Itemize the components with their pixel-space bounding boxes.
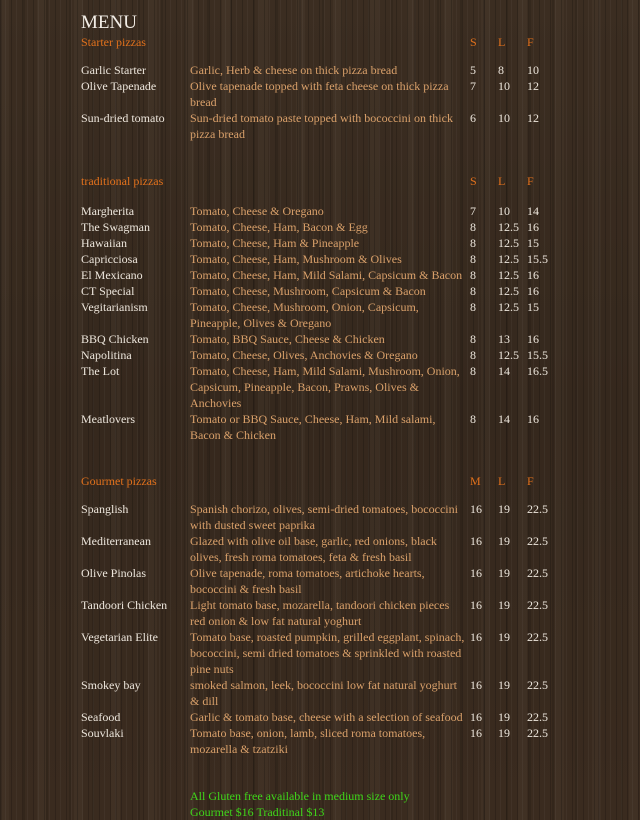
menu-item [0, 725, 640, 757]
gluten-free-note-line2: Gourmet $16 Traditinal $13 [190, 805, 325, 819]
item-price-large: 12.5 [498, 300, 519, 314]
item-price-family: 16 [527, 284, 539, 298]
item-description: Tomato, Cheese, Ham, Mild Salami, Capsicum & Bacon [190, 268, 463, 282]
section-gourmet-pizzas [0, 473, 640, 757]
item-name: Meatlovers [81, 412, 135, 426]
menu-item [0, 597, 640, 629]
item-description: Tomato, Cheese, Ham, Mild Salami, Mushroom, Onion, Capsicum, Pineapple, Bacon, Prawns, Olives & Anchovies [190, 364, 460, 410]
item-price-small: 8 [470, 236, 476, 250]
item-price-medium: 16 [470, 710, 482, 724]
item-name: BBQ Chicken [81, 332, 149, 346]
item-name: Napolitina [81, 348, 132, 362]
size-header-family: F [527, 174, 534, 188]
item-price-medium: 16 [470, 598, 482, 612]
item-price-medium: 16 [470, 502, 482, 516]
item-price-large: 14 [498, 364, 510, 378]
item-description: Tomato base, onion, lamb, sliced roma tomatoes, mozarella & tzatziki [190, 726, 426, 756]
size-header-large: L [498, 174, 506, 188]
item-price-small: 8 [470, 220, 476, 234]
item-description: Sun-dried tomato paste topped with bococcini on thick pizza bread [190, 111, 453, 141]
item-price-small: 8 [470, 364, 476, 378]
menu-item [0, 78, 640, 110]
menu-item [0, 677, 640, 709]
item-price-family: 15.5 [527, 348, 548, 362]
item-price-family: 12 [527, 79, 539, 93]
gluten-free-note-line1: All Gluten free available in medium size only [190, 789, 410, 803]
item-price-family: 22.5 [527, 630, 548, 644]
item-price-family: 16 [527, 332, 539, 346]
item-name: Sun-dried tomato [81, 111, 165, 125]
menu-item [0, 203, 640, 219]
item-description: Tomato or BBQ Sauce, Cheese, Ham, Mild salami, Bacon & Chicken [190, 412, 436, 442]
item-description: Tomato, Cheese, Ham & Pineapple [190, 236, 360, 250]
item-name: Souvlaki [81, 726, 124, 740]
item-description: Olive tapenade topped with feta cheese on thick pizza bread [190, 79, 449, 109]
item-price-small: 8 [470, 348, 476, 362]
item-price-large: 19 [498, 598, 510, 612]
size-header-family: F [527, 474, 534, 488]
item-description: Tomato base, roasted pumpkin, grilled eggplant, spinach, bococcini, semi dried tomatoes & sprinkled with roasted pine nuts [190, 630, 465, 676]
item-description: Tomato, Cheese, Mushroom, Capsicum & Bacon [190, 284, 426, 298]
item-price-large: 12.5 [498, 220, 519, 234]
item-price-large: 12.5 [498, 252, 519, 266]
section-header [0, 473, 640, 489]
item-name: Olive Pinolas [81, 566, 146, 580]
item-price-large: 12.5 [498, 348, 519, 362]
item-price-small: 5 [470, 63, 476, 77]
item-price-family: 15 [527, 236, 539, 250]
item-price-medium: 16 [470, 678, 482, 692]
item-price-medium: 16 [470, 630, 482, 644]
size-header-large: L [498, 474, 506, 488]
menu-item [0, 363, 640, 411]
item-description: Tomato, Cheese, Mushroom, Onion, Capsicum, Pineapple, Olives & Oregano [190, 300, 419, 330]
item-price-large: 8 [498, 63, 504, 77]
item-price-large: 13 [498, 332, 510, 346]
size-header-family: F [527, 35, 534, 49]
item-price-small: 7 [470, 79, 476, 93]
size-header-large: L [498, 35, 506, 49]
item-list [0, 203, 640, 443]
item-price-family: 22.5 [527, 502, 548, 516]
menu-item [0, 110, 640, 142]
menu-title: MENU [81, 12, 137, 33]
item-name: The Swagman [81, 220, 150, 234]
menu-item [0, 62, 640, 78]
item-price-small: 6 [470, 111, 476, 125]
item-name: Garlic Starter [81, 63, 146, 77]
item-price-large: 10 [498, 111, 510, 125]
item-name: Seafood [81, 710, 121, 724]
item-price-family: 12 [527, 111, 539, 125]
section-title: traditional pizzas [81, 174, 164, 188]
size-header-small: S [470, 35, 477, 49]
item-price-large: 19 [498, 502, 510, 516]
item-price-family: 16 [527, 268, 539, 282]
item-description: Light tomato base, mozarella, tandoori chicken pieces red onion & low fat natural yoghurt [190, 598, 450, 628]
item-price-small: 8 [470, 284, 476, 298]
item-price-family: 14 [527, 204, 539, 218]
item-price-family: 16 [527, 412, 539, 426]
menu-item [0, 629, 640, 677]
item-price-medium: 16 [470, 566, 482, 580]
item-name: Vegetarian Elite [81, 630, 158, 644]
item-name: Tandoori Chicken [81, 598, 168, 612]
item-price-large: 19 [498, 534, 510, 548]
item-name: Hawaiian [81, 236, 127, 250]
item-description: smoked salmon, leek, bococcini low fat natural yoghurt & dill [190, 678, 457, 708]
item-name: Mediterranean [81, 534, 151, 548]
item-price-medium: 16 [470, 534, 482, 548]
item-price-family: 15.5 [527, 252, 548, 266]
item-name: CT Special [81, 284, 135, 298]
item-description: Garlic, Herb & cheese on thick pizza bread [190, 63, 398, 77]
item-price-family: 22.5 [527, 710, 548, 724]
item-description: Tomato, Cheese, Ham, Bacon & Egg [190, 220, 368, 234]
item-price-family: 22.5 [527, 598, 548, 612]
item-price-small: 8 [470, 268, 476, 282]
item-price-large: 12.5 [498, 284, 519, 298]
section-title: Gourmet pizzas [81, 474, 157, 488]
item-name: El Mexicano [81, 268, 143, 282]
item-price-family: 22.5 [527, 726, 548, 740]
menu-item [0, 709, 640, 725]
menu-item [0, 533, 640, 565]
item-price-large: 10 [498, 204, 510, 218]
item-price-small: 8 [470, 252, 476, 266]
item-name: Smokey bay [81, 678, 141, 692]
item-price-large: 19 [498, 630, 510, 644]
item-name: Vegitarianism [81, 300, 148, 314]
item-price-large: 14 [498, 412, 510, 426]
item-description: Spanish chorizo, olives, semi-dried tomatoes, bococcini with dusted sweet paprika [190, 502, 458, 532]
menu-item [0, 331, 640, 347]
item-name: The Lot [81, 364, 120, 378]
item-price-small: 8 [470, 300, 476, 314]
menu-item [0, 299, 640, 331]
section-starter-pizzas [0, 34, 640, 142]
gluten-free-note [190, 788, 410, 820]
section-traditional-pizzas [0, 173, 640, 443]
item-description: Garlic & tomato base, cheese with a selection of seafood [190, 710, 463, 724]
section-title: Starter pizzas [81, 35, 146, 49]
item-price-small: 8 [470, 412, 476, 426]
menu-item [0, 347, 640, 363]
size-header-medium: M [470, 474, 481, 488]
item-price-large: 10 [498, 79, 510, 93]
item-name: Capricciosa [81, 252, 138, 266]
item-price-large: 19 [498, 726, 510, 740]
item-price-small: 8 [470, 332, 476, 346]
item-price-family: 15 [527, 300, 539, 314]
item-price-large: 19 [498, 566, 510, 580]
item-description: Tomato, Cheese, Olives, Anchovies & Oregano [190, 348, 418, 362]
item-price-small: 7 [470, 204, 476, 218]
size-header-small: S [470, 174, 477, 188]
item-price-large: 19 [498, 710, 510, 724]
item-list [0, 62, 640, 142]
menu-item [0, 219, 640, 235]
menu-item [0, 267, 640, 283]
menu-item [0, 565, 640, 597]
item-price-large: 12.5 [498, 236, 519, 250]
item-price-family: 22.5 [527, 566, 548, 580]
item-price-family: 16.5 [527, 364, 548, 378]
item-price-family: 22.5 [527, 534, 548, 548]
menu-item [0, 283, 640, 299]
item-description: Olive tapenade, roma tomatoes, artichoke hearts, bococcini & fresh basil [190, 566, 425, 596]
item-description: Tomato, Cheese & Oregano [190, 204, 324, 218]
item-price-family: 16 [527, 220, 539, 234]
section-header [0, 173, 640, 189]
section-header [0, 34, 640, 50]
item-description: Tomato, Cheese, Ham, Mushroom & Olives [190, 252, 402, 266]
item-price-large: 19 [498, 678, 510, 692]
item-description: Glazed with olive oil base, garlic, red onions, black olives, fresh roma tomatoes, feta & fresh basil [190, 534, 437, 564]
item-price-family: 10 [527, 63, 539, 77]
menu-item [0, 251, 640, 267]
item-list [0, 501, 640, 757]
item-price-medium: 16 [470, 726, 482, 740]
item-name: Spanglish [81, 502, 129, 516]
item-price-family: 22.5 [527, 678, 548, 692]
menu-item [0, 501, 640, 533]
menu-item [0, 411, 640, 443]
menu-item [0, 235, 640, 251]
item-description: Tomato, BBQ Sauce, Cheese & Chicken [190, 332, 385, 346]
item-name: Margherita [81, 204, 135, 218]
item-name: Olive Tapenade [81, 79, 157, 93]
item-price-large: 12.5 [498, 268, 519, 282]
